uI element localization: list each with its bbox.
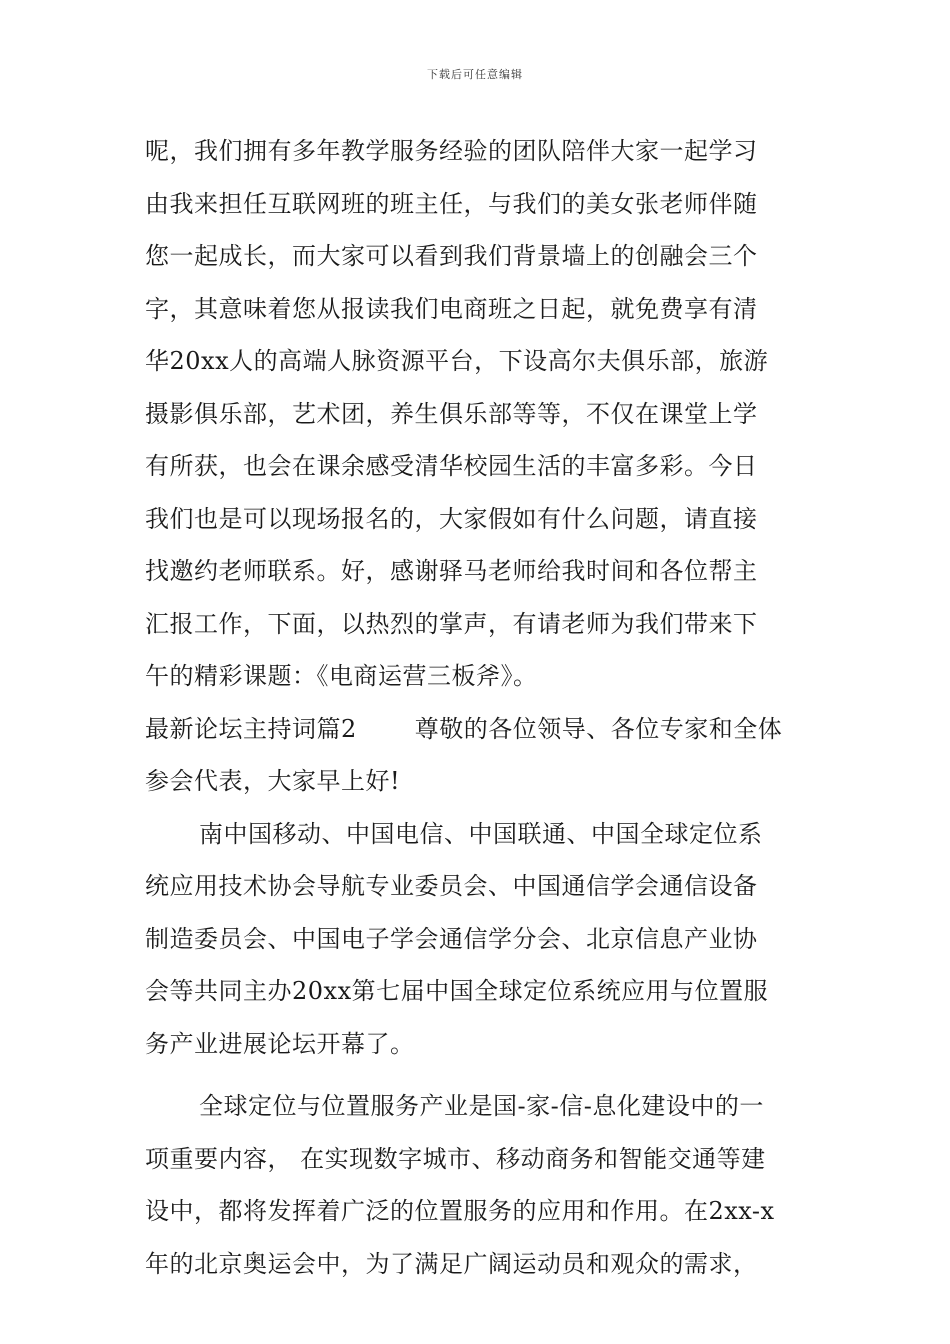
- text-line: 我们也是可以现场报名的，大家假如有什么问题，请直接: [145, 504, 758, 533]
- text-line: 制造委员会、中国电子学会通信学分会、北京信息产业协: [145, 924, 758, 953]
- text-line: 字，其意味着您从报读我们电商班之日起，就免费享有清: [145, 294, 758, 323]
- section-heading-line: [145, 706, 815, 759]
- section-2: [145, 706, 815, 811]
- text-line: 有所获，也会在课余感受清华校园生活的丰富多彩。今日: [145, 452, 758, 480]
- text-line: 摄影俱乐部，艺术团，养生俱乐部等等，不仅在课堂上学: [145, 399, 758, 428]
- text-line: 统应用技术协会导航专业委员会、中国通信学会通信设备: [145, 872, 758, 900]
- page-header-note: 下载后可任意编辑: [427, 68, 523, 81]
- text-line: 项重要内容， 在实现数字城市、移动商务和智能交通等建: [145, 1144, 766, 1173]
- text-line: 找邀约老师联系。好，感谢驿马老师给我时间和各位帮主: [145, 557, 758, 585]
- text-line: 年的北京奥运会中，为了满足广阔运动员和观众的需求，: [145, 1249, 758, 1278]
- text-line: 全球定位与位置服务产业是国-家-信-息化建设中的一: [199, 1092, 764, 1120]
- section-title: 最新论坛主持词篇2: [145, 714, 357, 743]
- paragraph-3: [145, 1083, 815, 1293]
- text-line: 您一起成长，而大家可以看到我们背景墙上的创融会三个: [145, 242, 758, 270]
- text-line: 务产业进展论坛开幕了。: [145, 1029, 415, 1058]
- document-body: [145, 128, 815, 1293]
- text-line: 参会代表，大家早上好!: [145, 767, 401, 795]
- text-line: 呢，我们拥有多年教学服务经验的团队陪伴大家一起学习: [145, 137, 758, 165]
- text-line: 华20xx人的高端人脉资源平台，下设高尔夫俱乐部，旅游: [145, 347, 769, 375]
- paragraph-1: [145, 128, 815, 706]
- text-line: 汇报工作，下面，以热烈的掌声，有请老师为我们带来下: [145, 609, 758, 638]
- greeting-text: 尊敬的各位领导、各位专家和全体: [414, 714, 783, 743]
- text-line: 设中，都将发挥着广泛的位置服务的应用和作用。在2xx-x: [145, 1197, 775, 1225]
- text-line: 会等共同主办20xx第七届中国全球定位系统应用与位置服: [145, 977, 769, 1005]
- text-line: 南中国移动、中国电信、中国联通、中国全球定位系: [199, 819, 763, 848]
- text-line: 由我来担任互联网班的班主任，与我们的美女张老师伴随: [145, 189, 758, 218]
- paragraph-2: [145, 811, 815, 1074]
- text-line: 午的精彩课题：《电商运营三板斧》。: [145, 662, 538, 690]
